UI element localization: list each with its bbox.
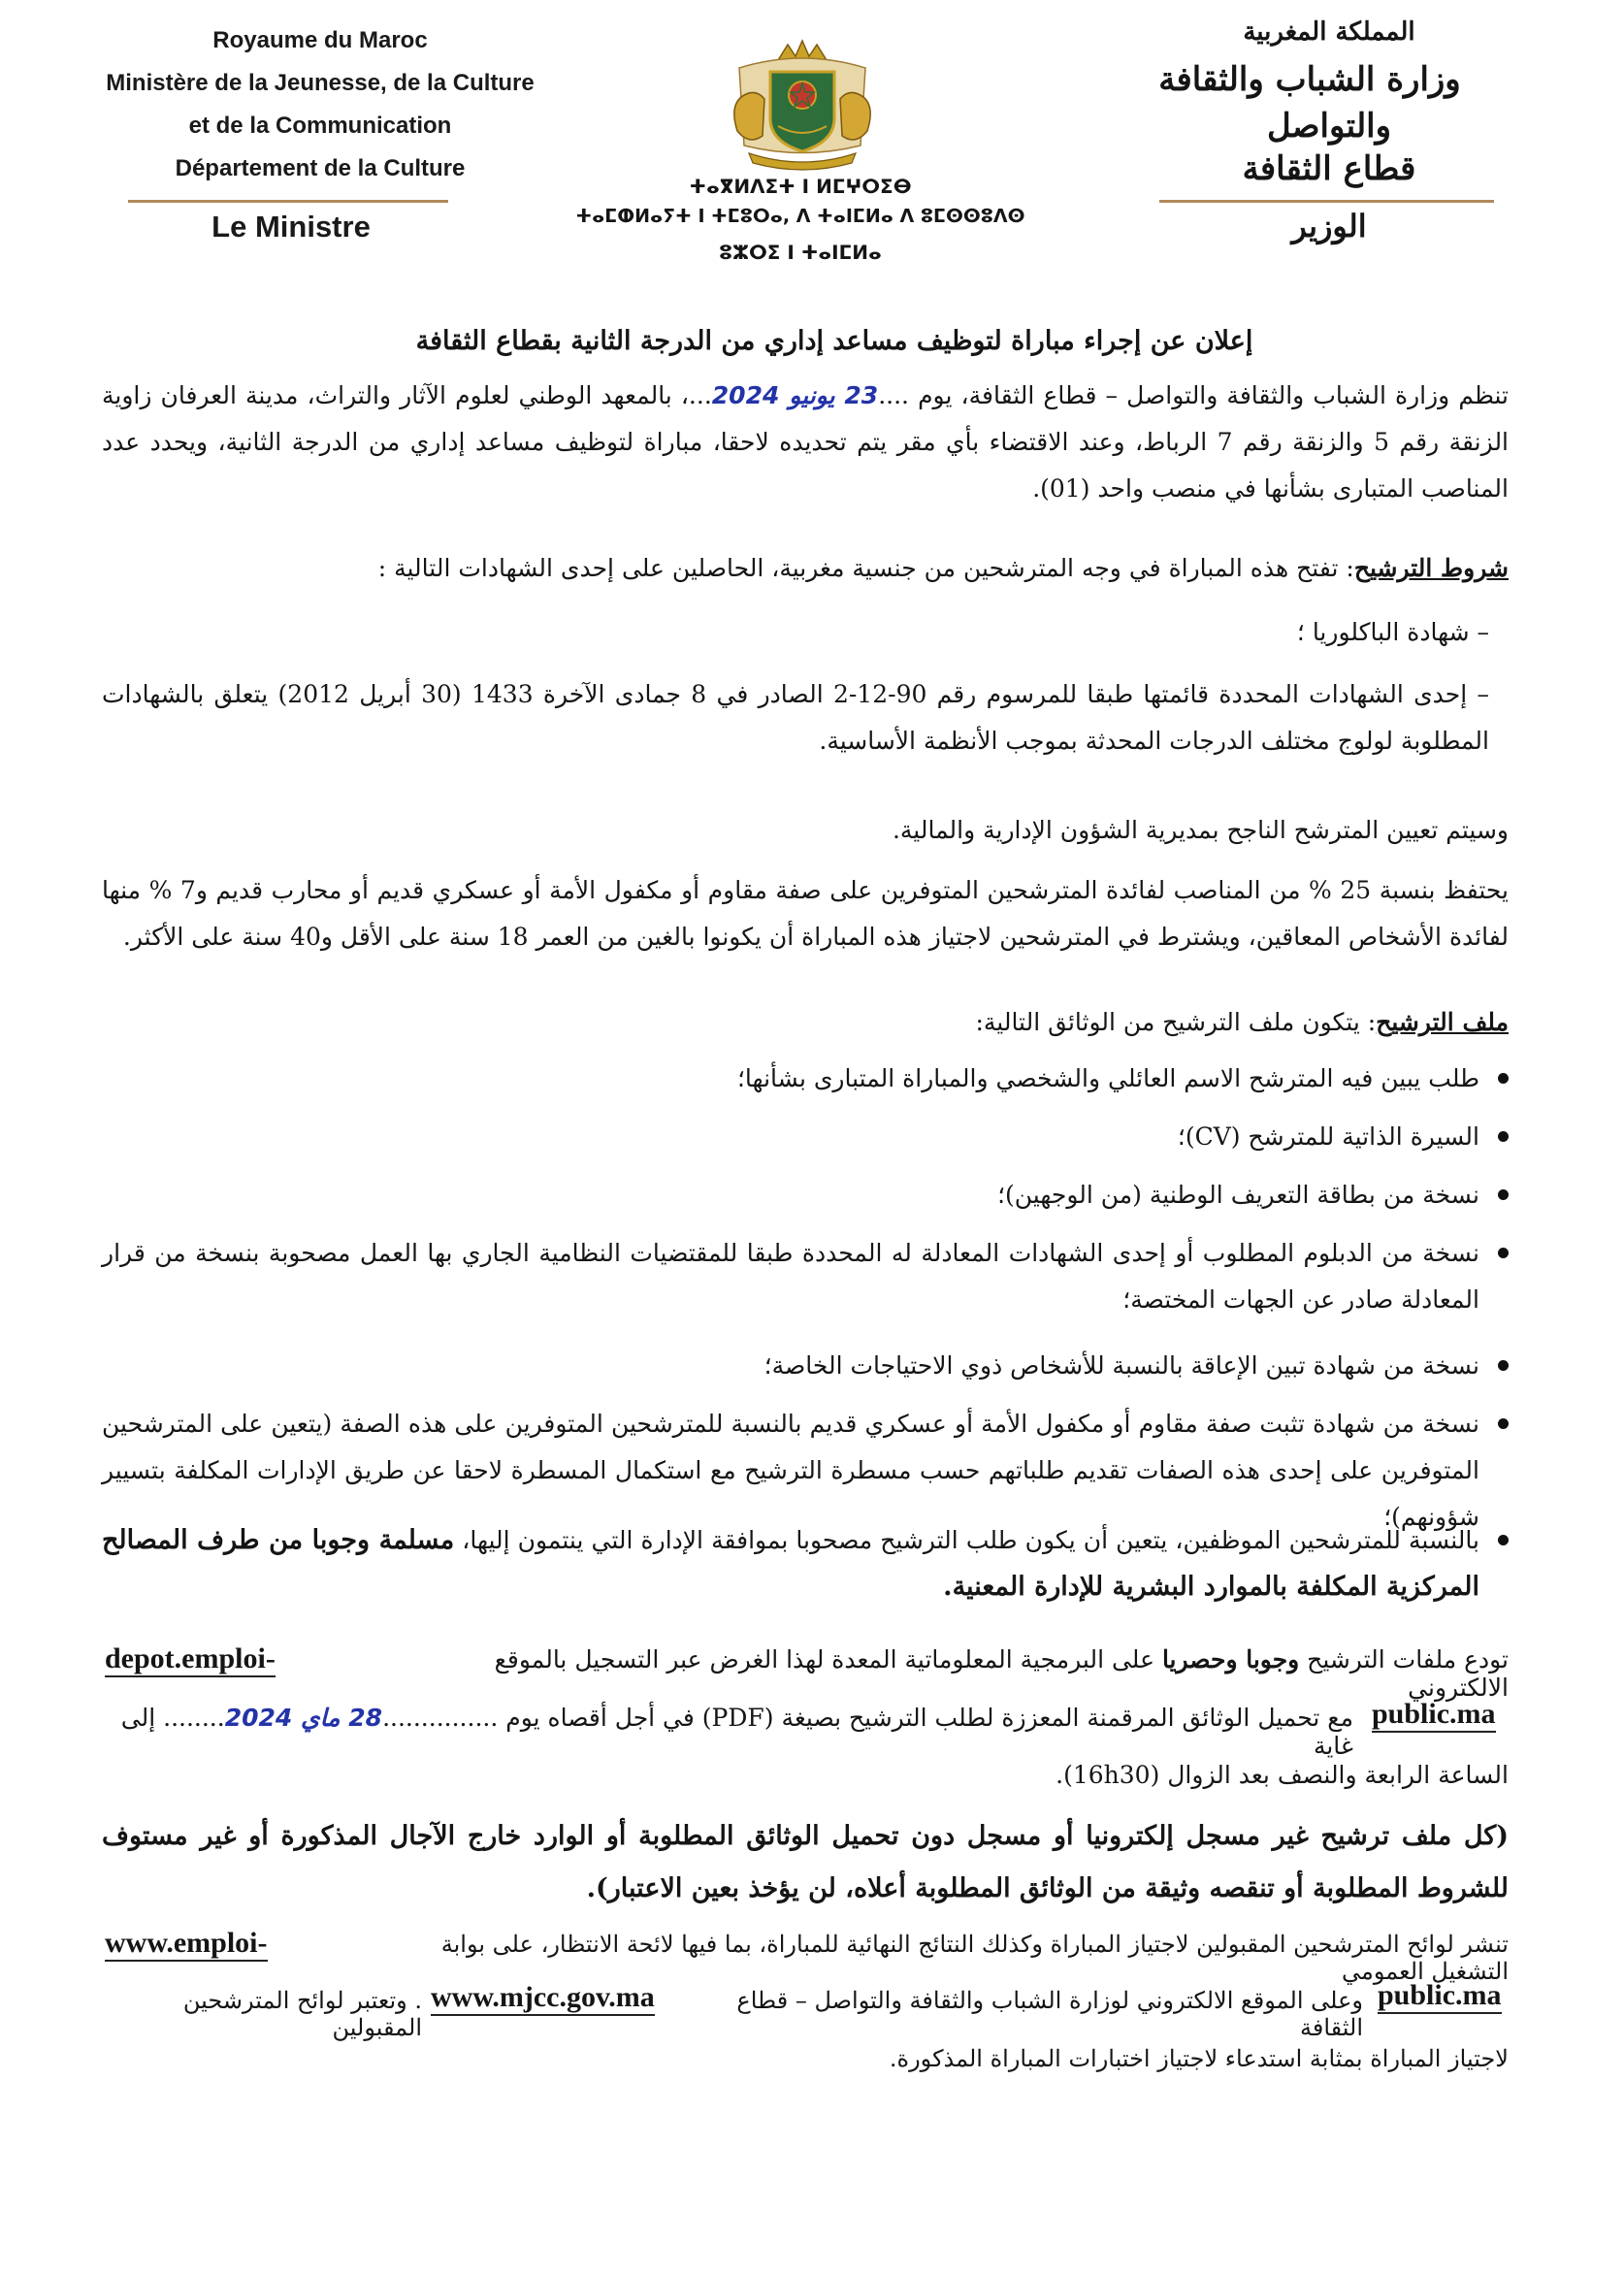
bullet-icon xyxy=(1498,1189,1509,1200)
header-tifinagh-line3: ⵓⵣⵔⵉ ⵏ ⵜⴰⵏⵎⵍⴰ xyxy=(719,241,882,264)
file-item xyxy=(102,1517,1509,1610)
file-text: : يتكون ملف الترشيح من الوثائق التالية: xyxy=(975,1008,1377,1036)
header-ar-line2: وزارة الشباب والثقافة xyxy=(1158,60,1461,99)
file-item-text: بالنسبة للمترشحين الموظفين، يتعين أن يكون طلب الترشيح مصحوبا بموافقة الإدارة التي ينتمون إليها، xyxy=(454,1526,1479,1554)
conditions-appointment: وسيتم تعيين المترشح الناجح بمديرية الشؤون الإدارية والمالية. xyxy=(892,816,1509,844)
header-tifinagh-line2: ⵜⴰⵎⵀⵍⴰⵢⵜ ⵏ ⵜⵎⵓⵔⴰ, ⴷ ⵜⴰⵏⵎⵍⴰ ⴷ ⵓⵎⵙⵙⵓⴷⵙ xyxy=(575,206,1025,227)
file-item-text: نسخة من شهادة تثبت صفة مقاوم أو مكفول الأمة أو عسكري قديم بالنسبة للمترشحين المتوفرين على هذه الصفة (يتعين على المترشحين المتوفرين على إحدى هذه الصفات تقديم طلباتهم حسب مسطرة الترشيح مع استكمال المسطرة لاحقا عن طريق الإدارات المكلفة بتسيير شؤونهم)؛ xyxy=(102,1410,1479,1531)
file-item xyxy=(102,1172,1509,1219)
file-heading xyxy=(102,999,1509,1046)
deposit-line1 xyxy=(417,1645,1509,1702)
deposit-text-a: تودع ملفات الترشيح xyxy=(1299,1645,1509,1674)
file-item-text: نسخة من بطاقة التعريف الوطنية (من الوجهين)؛ xyxy=(997,1181,1479,1209)
header-fr-line4: Département de la Culture xyxy=(175,155,466,181)
bullet-icon xyxy=(1498,1535,1509,1545)
bullet-icon xyxy=(1498,1418,1509,1429)
conditions-text: : تفتح هذه المباراة في وجه المترشحين من جنسية مغربية، الحاصلين على إحدى الشهادات التالية : xyxy=(377,554,1354,582)
deposit-text-bold: وجوبا وحصريا xyxy=(1161,1645,1300,1674)
header-ar-rule xyxy=(1159,200,1494,203)
royal-coat-of-arms-icon xyxy=(720,39,885,175)
file-item xyxy=(102,1230,1509,1323)
file-item-text: السيرة الذاتية للمترشح (CV)؛ xyxy=(1177,1122,1479,1151)
header-fr-line3: et de la Communication xyxy=(188,113,452,139)
header-tifinagh-line1: ⵜⴰⴳⵍⴷⵉⵜ ⵏ ⵍⵎⵖⵔⵉⴱ xyxy=(689,175,912,198)
publication-url2: www.mjcc.gov.ma xyxy=(431,1981,655,2016)
conditions-heading xyxy=(102,545,1509,592)
bullet-icon xyxy=(1498,1360,1509,1371)
file-item-text: طلب يبين فيه المترشح الاسم العائلي والشخصي والمباراة المتبارى بشأنها؛ xyxy=(736,1064,1479,1092)
deposit-text-c: على البرمجية المعلوماتية المعدة لهذا الغرض عبر التسجيل بالموقع الالكتروني xyxy=(494,1645,1509,1702)
file-item-bold-text: مسلمة وجوبا من طرف المصالح المركزية المكلفة بالموارد البشرية للإدارة المعنية. xyxy=(102,1525,1479,1602)
warning-paragraph: (كل ملف ترشيح غير مسجل إلكترونيا أو مسجل دون تحميل الوثائق المطلوبة أو الوارد خارج الآجال المذكورة أو غير مستوف للشروط المطلوبة أو تنقصه وثيقة من الوثائق المطلوبة أعلاه، لن يؤخذ بعين الاعتبار). xyxy=(102,1821,1509,1903)
publication-line2-c: . وتعتبر لوائح المترشحين المقبولين xyxy=(182,1987,422,2041)
intro-text-part2: ...، بالمعهد الوطني لعلوم الآثار والتراث، مدينة العرفان زاوية الزنقة رقم 5 والزنقة رقم 7 الرباط، وعند الاقتضاء بأي مقر يتم تحديده لاحقا، مباراة لتوظيف مساعد إداري من الدرجة الثانية، ويحدد عدد المناصب المتبارى بشأنها في منصب واحد (01). xyxy=(102,381,1510,503)
header-fr-line1: Royaume du Maroc xyxy=(212,27,428,53)
bullet-icon xyxy=(1498,1131,1509,1142)
publication-url1-part2: public.ma xyxy=(1378,1979,1502,2014)
intro-text-part1: تنظم وزارة الشباب والثقافة والتواصل – قطاع الثقافة، يوم .... xyxy=(878,381,1510,409)
conditions-item-1: – شهادة الباكلوريا ؛ xyxy=(1296,618,1489,646)
announcement-title: إعلان عن إجراء مباراة لتوظيف مساعد إداري من الدرجة الثانية بقطاع الثقافة xyxy=(415,326,1253,356)
conditions-label: شروط الترشيح xyxy=(1353,554,1509,582)
file-item xyxy=(102,1114,1509,1160)
file-item xyxy=(102,1343,1509,1389)
file-label: ملف الترشيح xyxy=(1376,1008,1509,1036)
publication-url1-part1: www.emploi- xyxy=(105,1927,268,1962)
header-ar-line1: المملكة المغربية xyxy=(1243,17,1415,47)
deposit-text-d: مع تحميل الوثائق المرقمنة المعززة لطلب الترشيح بصيغة (PDF) في أجل أقصاه يوم ............... xyxy=(382,1704,1353,1732)
publication-line2-b: وعلى الموقع الالكتروني لوزارة الشباب والثقافة والتواصل – قطاع الثقافة xyxy=(736,1987,1363,2041)
file-item xyxy=(102,1056,1509,1102)
bullet-icon xyxy=(1498,1073,1509,1084)
header-fr-rule xyxy=(128,200,448,203)
deposit-url-part2: public.ma xyxy=(1372,1698,1496,1733)
header-ar-minister: الوزير xyxy=(1291,208,1367,244)
header-ar-line3: والتواصل xyxy=(1266,107,1392,146)
publication-line1: تنشر لوائح المترشحين المقبولين لاجتياز المباراة وكذلك النتائج النهائية للمباراة، بما فيها لائحة الانتظار، على بوابة التشغيل العمومي xyxy=(440,1931,1509,1985)
deposit-text-e: ........ إلى غاية xyxy=(120,1704,1353,1760)
intro-date-handwritten: 23 يونيو 2024 xyxy=(711,381,879,409)
deposit-date-handwritten: 28 ماي 2024 xyxy=(224,1704,383,1732)
header-ar-line4: قطاع الثقافة xyxy=(1242,149,1416,188)
intro-paragraph xyxy=(102,373,1509,512)
deposit-line3: الساعة الرابعة والنصف بعد الزوال (16h30). xyxy=(1056,1761,1509,1789)
header-fr-line2: Ministère de la Jeunesse, de la Culture xyxy=(106,70,535,96)
file-item-text: نسخة من الدبلوم المطلوب أو إحدى الشهادات المعادلة له المحددة طبقا للمقتضيات النظامية الجاري بها العمل مصحوبة بنسخة من قرار المعادلة صادر عن الجهات المختصة؛ xyxy=(102,1239,1479,1314)
publication-line3: لاجتياز المباراة بمثابة استدعاء لاجتياز اختبارات المباراة المذكورة. xyxy=(889,2045,1509,2072)
conditions-quota: يحتفظ بنسبة 25 % من المناصب لفائدة المترشحين المتوفرين على صفة مقاوم أو مكفول الأمة أو عسكري قديم أو محارب قديم و7 % منها لفائدة الأشخاص المعاقين، ويشترط في المترشحين لاجتياز هذه المباراة أن يكونوا بالغين من العمر 18 سنة على الأقل و40 سنة على الأكثر. xyxy=(102,876,1510,951)
bullet-icon xyxy=(1498,1248,1509,1258)
header-fr-minister: Le Ministre xyxy=(211,210,371,244)
deposit-url-part1: depot.emploi- xyxy=(105,1642,276,1677)
file-item-text: نسخة من شهادة تبين الإعاقة بالنسبة للأشخاص ذوي الاحتياجات الخاصة؛ xyxy=(763,1351,1479,1380)
conditions-item-2: – إحدى الشهادات المحددة قائمتها طبقا للمرسوم رقم 90-12-2 الصادر في 8 جمادى الآخرة 1433 (30 أبريل 2012) يتعلق بالشهادات المطلوبة لولوج مختلف الدرجات المحدثة بموجب الأنظمة الأساسية. xyxy=(102,680,1489,755)
